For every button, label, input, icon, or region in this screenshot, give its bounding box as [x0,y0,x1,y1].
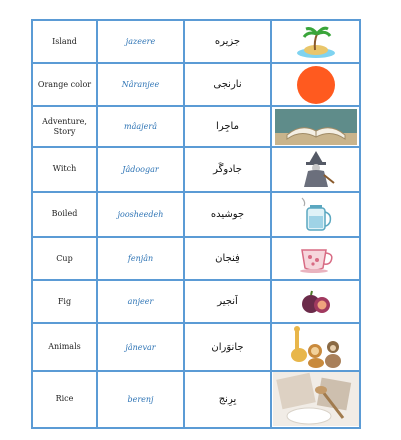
word-picture-cell [271,20,360,63]
word-picture-cell [271,371,360,428]
word-picture-cell [271,106,360,146]
table-row [32,20,360,63]
english-word: Orange color [32,63,97,106]
english-word: Fig [32,280,97,323]
english-word: Boiled [32,192,97,237]
english-word: Adventure, Story [32,106,97,146]
table-row [32,237,360,280]
word-picture-cell [271,63,360,106]
table-row [32,323,360,370]
orange-circle-icon [296,65,336,105]
transliteration: berenj [97,371,184,428]
island-icon [296,25,336,59]
transliteration: jazeere [97,20,184,63]
table-row [32,147,360,192]
transliteration: Jâdoogar [97,147,184,192]
animals-icon [289,325,343,369]
vocabulary-table [31,19,361,429]
fig-icon [299,289,333,315]
cup-icon [296,244,336,274]
word-picture-cell [271,323,360,370]
persian-word: ماجِرا [184,106,271,146]
persian-word: بِرِنج [184,371,271,428]
table-row [32,192,360,237]
transliteration: Nâranjee [97,63,184,106]
transliteration: mâajerâ [97,106,184,146]
persian-word: جانوَران [184,323,271,370]
transliteration: anjeer [97,280,184,323]
persian-word: جزیره [184,20,271,63]
transliteration: jânevar [97,323,184,370]
english-word: Animals [32,323,97,370]
english-word: Witch [32,147,97,192]
word-picture-cell [271,237,360,280]
persian-word: فِنجان [184,237,271,280]
english-word: Cup [32,237,97,280]
table-row [32,280,360,323]
persian-word: نارنجی [184,63,271,106]
english-word: Rice [32,371,97,428]
persian-word: جوشیده [184,192,271,237]
word-picture-cell [271,192,360,237]
persian-word: جادوگَر [184,147,271,192]
witch-icon [296,149,336,189]
kettle-icon [296,194,336,234]
table-row [32,371,360,428]
rice-icon [273,372,359,426]
word-picture-cell [271,147,360,192]
transliteration: joosheedeh [97,192,184,237]
transliteration: fenjân [97,237,184,280]
english-word: Island [32,20,97,63]
table-row [32,106,360,146]
book-icon [275,109,357,145]
word-picture-cell [271,280,360,323]
table-row [32,63,360,106]
persian-word: اَنجیر [184,280,271,323]
